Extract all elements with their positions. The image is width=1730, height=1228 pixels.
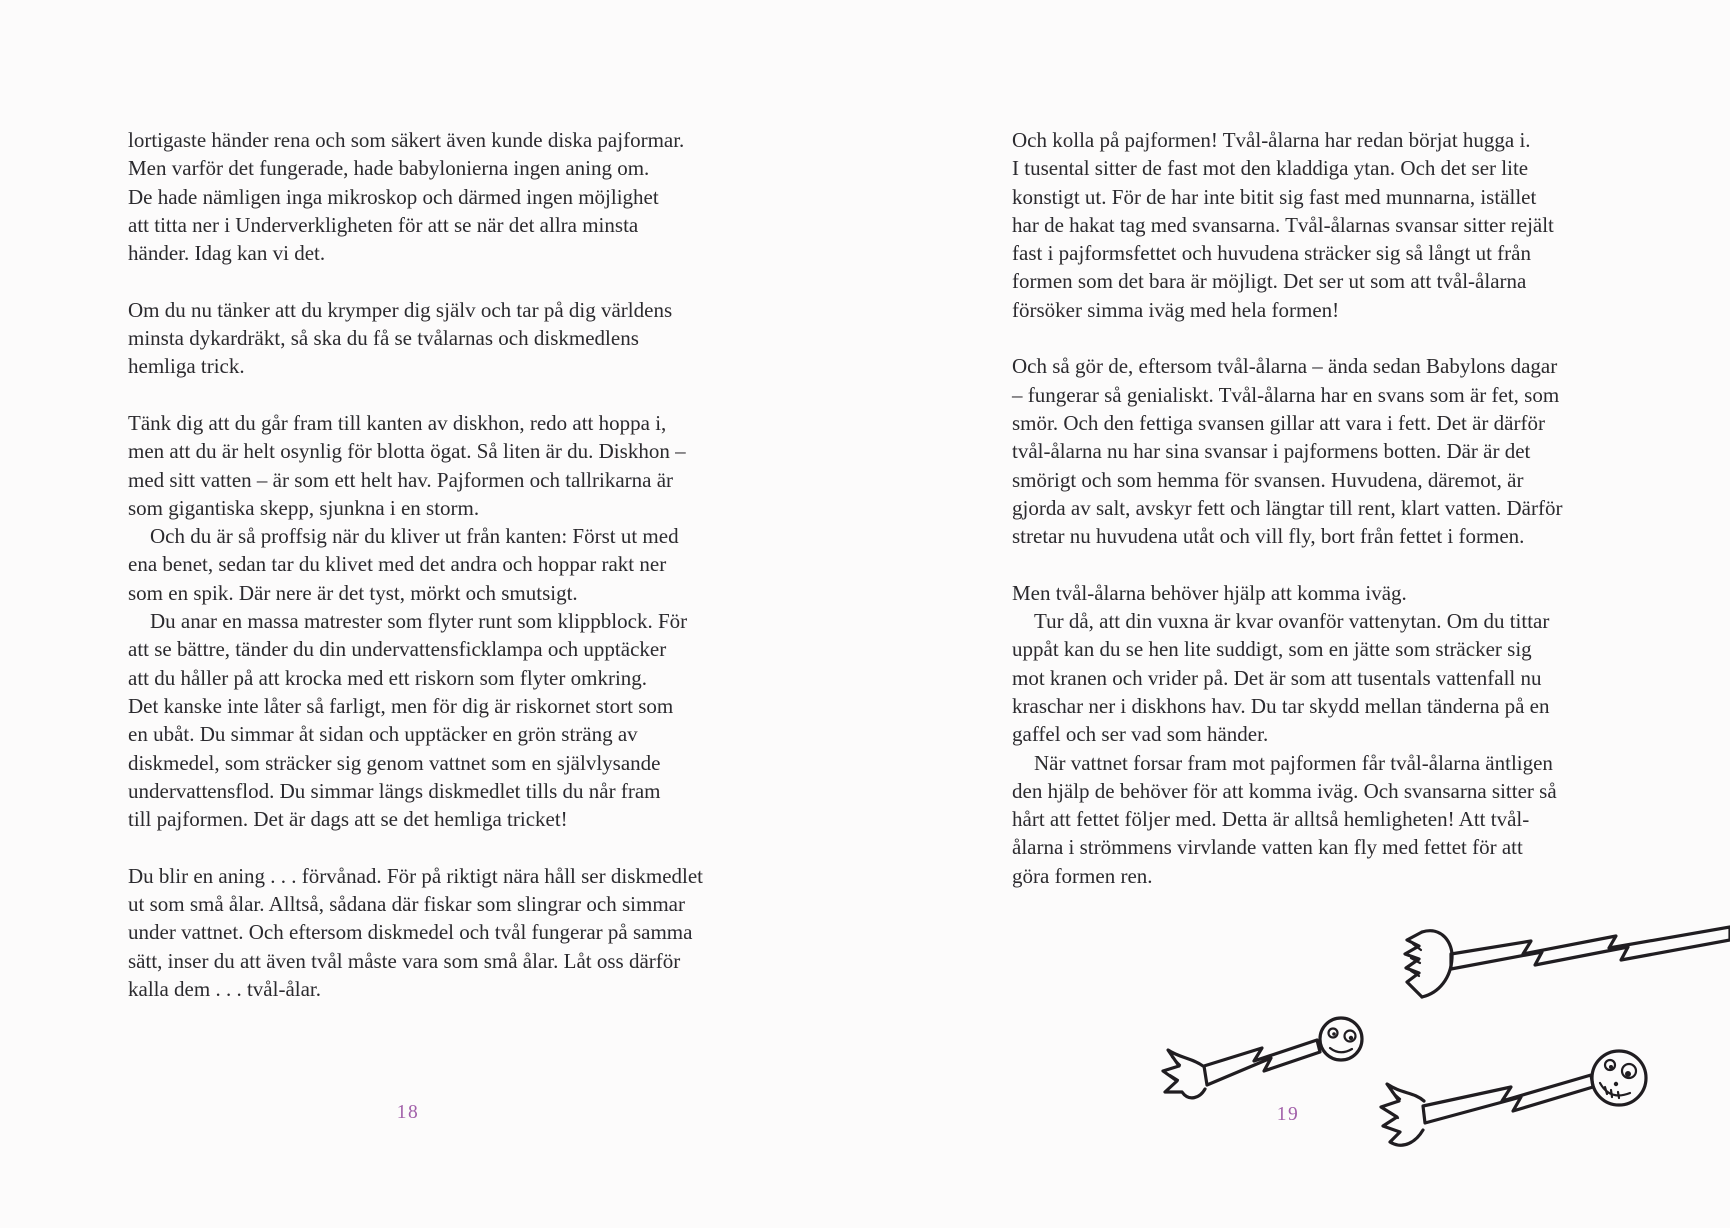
text-line: Om du nu tänker att du krymper dig själv och tar på dig världens [128,297,673,322]
text-line: Tur då, att din vuxna är kvar ovanför vattenytan. Om du tittar [1034,609,1550,634]
text-line: att titta ner i Underverkligheten för att se när det allra minsta [128,212,639,237]
text-line: lortigaste händer rena och som säkert även kunde diska pajformar. [128,128,685,152]
text-line: mot kranen och vrider på. Det är som att tusentals vattenfall nu [1012,665,1542,690]
text-line: händer. Idag kan vi det. [128,241,326,266]
text-line: konstigt ut. För de har inte bitit sig fast med munnarna, istället [1012,184,1537,209]
text-line: Men varför det fungerade, hade babylonierna ingen aning om. [128,156,650,181]
text-line: När vattnet forsar fram mot pajformen får tvål-ålarna äntligen [1034,750,1553,775]
text-line: under vattnet. Och eftersom diskmedel och tvål fungerar på samma [128,920,693,945]
paragraph [128,296,778,381]
paragraph [1012,749,1662,890]
text-line: gjorda av salt, avskyr fett och längtar till rent, klart vatten. Därför [1012,495,1563,520]
text-line: göra formen ren. [1012,863,1153,888]
text-line: Det kanske inte låter så farligt, men för dig är riskornet stort som [128,693,674,718]
text-line: formen som det bara är möjligt. Det ser ut som att tvål-ålarna [1012,269,1527,294]
left-page-text [128,126,778,1003]
text-line: Och så gör de, eftersom tvål-ålarna – ända sedan Babylons dagar [1012,354,1558,379]
text-line: Tänk dig att du går fram till kanten av diskhon, redo att hoppa i, [128,410,667,435]
paragraph [128,862,778,1003]
right-page-text [1012,126,1662,890]
paragraph [128,126,778,267]
text-line: den hjälp de behöver för att komma iväg. Och svansarna sitter så [1012,778,1557,803]
paragraph [128,522,778,607]
text-line: stretar nu huvudena utåt och vill fly, bort från fettet i formen. [1012,524,1525,549]
text-line: smörigt och som hemma för svansen. Huvudena, däremot, är [1012,467,1524,492]
text-line: sätt, inser du att även tvål måste vara som små ålar. Låt oss därför [128,948,681,973]
text-line: som gigantiska skepp, sjunkna i en storm. [128,495,480,520]
text-line: Och kolla på pajformen! Tvål-ålarna har redan börjat hugga i. [1012,128,1531,152]
text-line: ålarna i strömmens virvlande vatten kan fly med fettet för att [1012,835,1523,860]
text-line: uppåt kan du se hen lite suddigt, som en jätte som sträcker sig [1012,637,1532,662]
paragraph [1012,126,1662,324]
soap-eel-doodle-bottom [1372,1032,1664,1158]
text-line: som en spik. Där nere är det tyst, mörkt och smutsigt. [128,580,578,605]
text-line: gaffel och ser vad som händer. [1012,722,1269,747]
paragraph [1012,352,1662,550]
text-line: en ubåt. Du simmar åt sidan och upptäcker en grön sträng av [128,722,638,747]
text-line: kraschar ner i diskhons hav. Du tar skydd mellan tänderna på en [1012,693,1550,718]
text-line: att du håller på att krocka med ett riskorn som flyter omkring. [128,665,648,690]
text-line: att se bättre, tänder du din undervattensficklampa och upptäcker [128,637,667,662]
page-number-right: 19 [1276,1104,1300,1125]
text-line: – fungerar så genialiskt. Tvål-ålarna har en svans som är fet, som [1012,382,1560,407]
text-line: diskmedel, som sträcker sig genom vattnet som en självlysande [128,750,661,775]
text-line: till pajformen. Det är dags att se det hemliga tricket! [128,807,568,832]
text-line: Du blir en aning . . . förvånad. För på riktigt nära håll ser diskmedlet [128,863,704,888]
soap-eel-doodle-middle [1158,1005,1382,1117]
text-line: minsta dykardräkt, så ska du få se tvålarnas och diskmedlens [128,326,639,351]
text-line: har de hakat tag med svansarna. Tvål-ålarnas svansar sitter rejält [1012,212,1554,237]
text-line: Du anar en massa matrester som flyter runt som klippblock. För [150,609,688,634]
paragraph [1012,579,1662,607]
text-line: I tusental sitter de fast mot den kladdiga ytan. Och det ser lite [1012,156,1529,181]
text-line: försöker simma iväg med hela formen! [1012,297,1340,322]
page-number-left: 18 [396,1102,420,1123]
text-line: ena benet, sedan tar du klivet med det andra och hoppar rakt ner [128,552,667,577]
text-line: hemliga trick. [128,354,245,379]
text-line: Och du är så proffsig när du kliver ut från kanten: Först ut med [150,524,679,549]
paragraph [128,409,778,522]
soap-eel-doodle-top [1392,923,1730,1011]
paragraph [1012,607,1662,748]
text-line: ut som små ålar. Alltså, sådana där fiskar som slingrar och simmar [128,892,685,917]
text-line: De hade nämligen inga mikroskop och därmed ingen möjlighet [128,184,659,209]
text-line: men att du är helt osynlig för blotta ögat. Så liten är du. Diskhon – [128,439,686,464]
text-line: smör. Och den fettiga svansen gillar att vara i fett. Det är därför [1012,410,1545,435]
text-line: undervattensflod. Du simmar längs diskmedlet tills du når fram [128,778,661,803]
text-line: tvål-ålarna nu har sina svansar i pajformens botten. Där är det [1012,439,1531,464]
paragraph [128,607,778,833]
text-line: med sitt vatten – är som ett helt hav. Pajformen och tallrikarna är [128,467,674,492]
text-line: fast i pajformsfettet och huvudena sträcker sig så långt ut från [1012,241,1531,266]
text-line: Men tvål-ålarna behöver hjälp att komma iväg. [1012,580,1407,605]
text-line: kalla dem . . . tvål-ålar. [128,976,322,1001]
text-line: hårt att fettet följer med. Detta är alltså hemligheten! Att tvål- [1012,807,1530,832]
